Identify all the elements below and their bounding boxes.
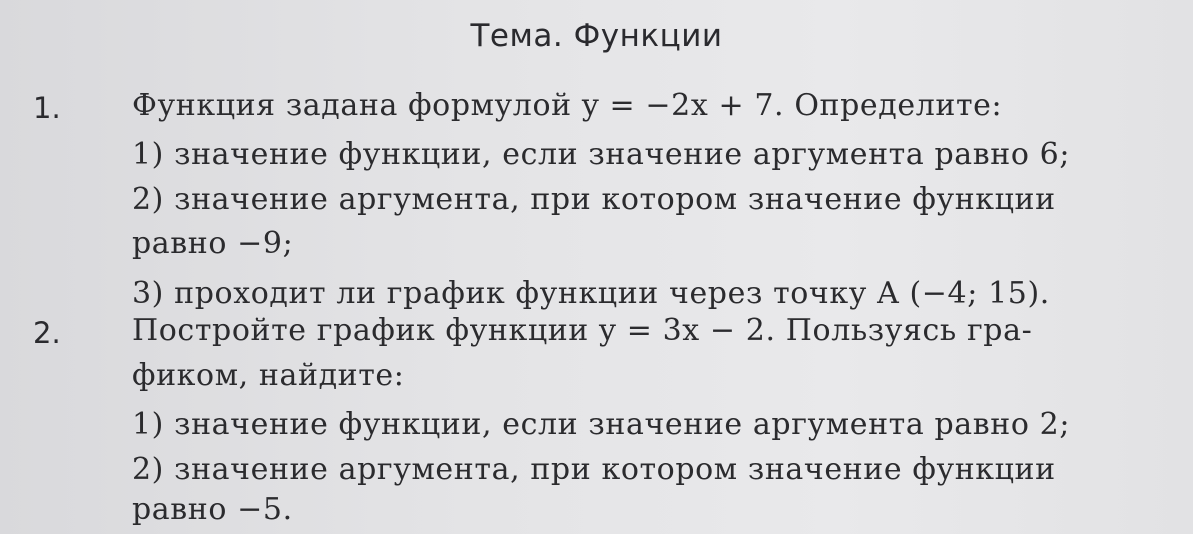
task-2-line-4: 2) значение аргумента, при котором значение функции bbox=[132, 452, 1056, 487]
task-2-line-1: Постройте график функции y = 3x − 2. Пользуясь гра- bbox=[132, 313, 1033, 348]
task-1-line-5: 3) проходит ли график функции через точку A (−4; 15). bbox=[132, 276, 1050, 311]
task-2-line-2: фиком, найдите: bbox=[132, 358, 405, 393]
task-1-line-3: 2) значение аргумента, при котором значение функции bbox=[132, 182, 1056, 217]
task-1-number: 1. bbox=[33, 91, 61, 125]
task-2-line-3: 1) значение функции, если значение аргумента равно 2; bbox=[132, 407, 1071, 442]
page-title: Тема. Функции bbox=[470, 18, 723, 54]
task-1-line-2: 1) значение функции, если значение аргумента равно 6; bbox=[132, 137, 1071, 172]
task-1-line-4: равно −9; bbox=[132, 226, 294, 261]
task-1-line-1: Функция задана формулой y = −2x + 7. Определите: bbox=[132, 88, 1003, 123]
task-2-number: 2. bbox=[33, 316, 61, 350]
task-2-line-5: равно −5. bbox=[132, 492, 293, 527]
